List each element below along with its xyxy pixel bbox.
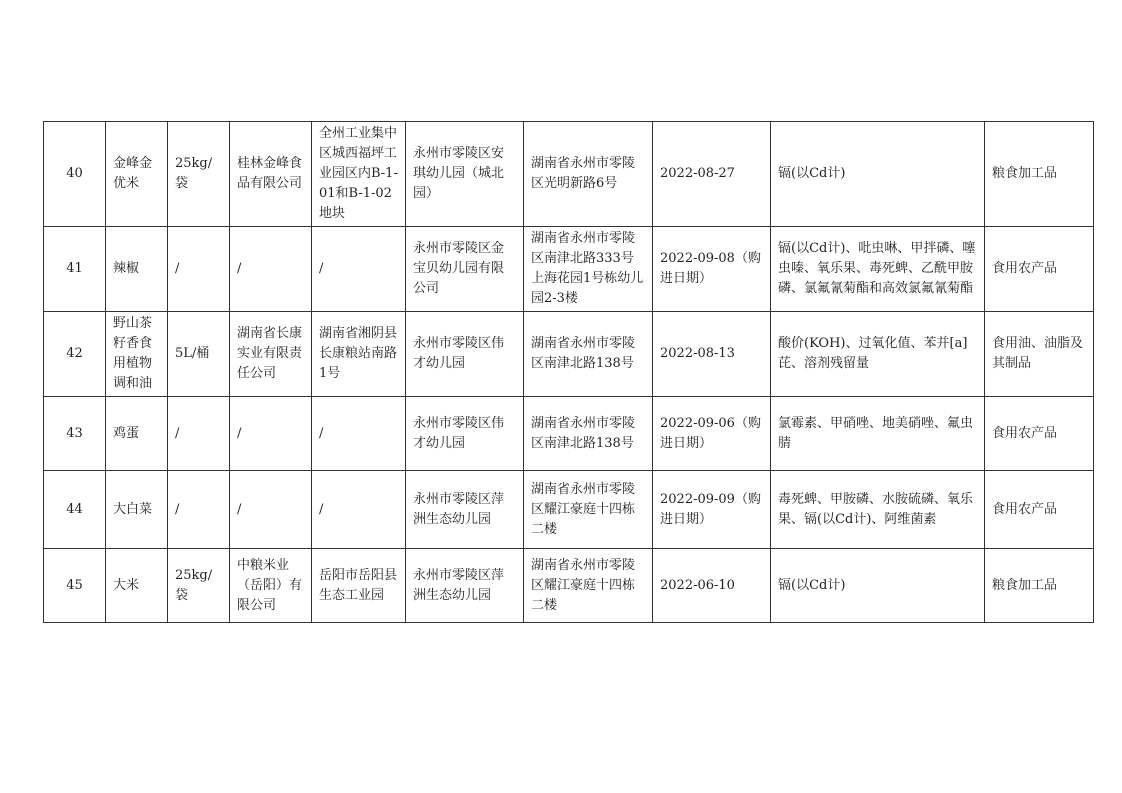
production-date: 2022-08-13 <box>653 312 771 397</box>
row-number: 43 <box>44 397 106 471</box>
food-category: 食用农产品 <box>985 227 1094 312</box>
row-number: 40 <box>44 122 106 227</box>
food-category: 粮食加工品 <box>985 549 1094 623</box>
producer-name: 中粮米业（岳阳）有限公司 <box>230 549 312 623</box>
sampled-address: 湖南省永州市零陵区南津北路138号 <box>524 397 653 471</box>
product-name: 大白菜 <box>106 471 168 549</box>
sampled-unit: 永州市零陵区萍洲生态幼儿园 <box>406 549 524 623</box>
table-row <box>44 122 1094 227</box>
product-spec: 25kg/袋 <box>168 549 230 623</box>
producer-name: 桂林金峰食品有限公司 <box>230 122 312 227</box>
row-number: 42 <box>44 312 106 397</box>
food-category: 食用农产品 <box>985 471 1094 549</box>
sampled-unit: 永州市零陵区安琪幼儿园（城北园） <box>406 122 524 227</box>
producer-address: / <box>312 227 406 312</box>
table-row <box>44 312 1094 397</box>
producer-address: / <box>312 397 406 471</box>
sampling-results-table <box>43 121 1094 623</box>
test-items: 氯霉素、甲硝唑、地美硝唑、氟虫腈 <box>771 397 985 471</box>
food-category: 食用农产品 <box>985 397 1094 471</box>
sampled-unit: 永州市零陵区金宝贝幼儿园有限公司 <box>406 227 524 312</box>
sampled-unit: 永州市零陵区伟才幼儿园 <box>406 397 524 471</box>
product-name: 野山茶籽香食用植物调和油 <box>106 312 168 397</box>
producer-name: / <box>230 397 312 471</box>
test-items: 镉(以Cd计)、吡虫啉、甲拌磷、噻虫嗪、氧乐果、毒死蜱、乙酰甲胺磷、氯氟氰菊酯和高效氯氟氰菊酯 <box>771 227 985 312</box>
product-name: 金峰金优米 <box>106 122 168 227</box>
food-category: 粮食加工品 <box>985 122 1094 227</box>
sampled-address: 湖南省永州市零陵区光明新路6号 <box>524 122 653 227</box>
row-number: 44 <box>44 471 106 549</box>
row-number: 45 <box>44 549 106 623</box>
production-date: 2022-09-08（购进日期） <box>653 227 771 312</box>
producer-address: 岳阳市岳阳县生态工业园 <box>312 549 406 623</box>
production-date: 2022-06-10 <box>653 549 771 623</box>
production-date: 2022-09-06（购进日期） <box>653 397 771 471</box>
sampled-address: 湖南省永州市零陵区南津北路138号 <box>524 312 653 397</box>
production-date: 2022-09-09（购进日期） <box>653 471 771 549</box>
production-date: 2022-08-27 <box>653 122 771 227</box>
sampled-unit: 永州市零陵区萍洲生态幼儿园 <box>406 471 524 549</box>
producer-name: / <box>230 471 312 549</box>
row-number: 41 <box>44 227 106 312</box>
table-row <box>44 227 1094 312</box>
table-row <box>44 397 1094 471</box>
producer-address: 湖南省湘阴县长康粮站南路1号 <box>312 312 406 397</box>
test-items: 镉(以Cd计) <box>771 549 985 623</box>
table-row <box>44 471 1094 549</box>
sampled-address: 湖南省永州市零陵区南津北路333号上海花园1号栋幼儿园2-3楼 <box>524 227 653 312</box>
table-row <box>44 549 1094 623</box>
producer-address: 全州工业集中区城西福坪工业园区内B-1-01和B-1-02地块 <box>312 122 406 227</box>
test-items: 毒死蜱、甲胺磷、水胺硫磷、氧乐果、镉(以Cd计)、阿维菌素 <box>771 471 985 549</box>
food-category: 食用油、油脂及其制品 <box>985 312 1094 397</box>
test-items: 镉(以Cd计) <box>771 122 985 227</box>
sampled-unit: 永州市零陵区伟才幼儿园 <box>406 312 524 397</box>
product-spec: / <box>168 227 230 312</box>
producer-name: / <box>230 227 312 312</box>
producer-address: / <box>312 471 406 549</box>
product-name: 鸡蛋 <box>106 397 168 471</box>
product-spec: 25kg/袋 <box>168 122 230 227</box>
sampled-address: 湖南省永州市零陵区耀江豪庭十四栋二楼 <box>524 549 653 623</box>
test-items: 酸价(KOH)、过氧化值、苯并[a]芘、溶剂残留量 <box>771 312 985 397</box>
product-spec: / <box>168 397 230 471</box>
producer-name: 湖南省长康实业有限责任公司 <box>230 312 312 397</box>
sampled-address: 湖南省永州市零陵区耀江豪庭十四栋二楼 <box>524 471 653 549</box>
product-name: 大米 <box>106 549 168 623</box>
product-spec: / <box>168 471 230 549</box>
product-spec: 5L/桶 <box>168 312 230 397</box>
product-name: 辣椒 <box>106 227 168 312</box>
